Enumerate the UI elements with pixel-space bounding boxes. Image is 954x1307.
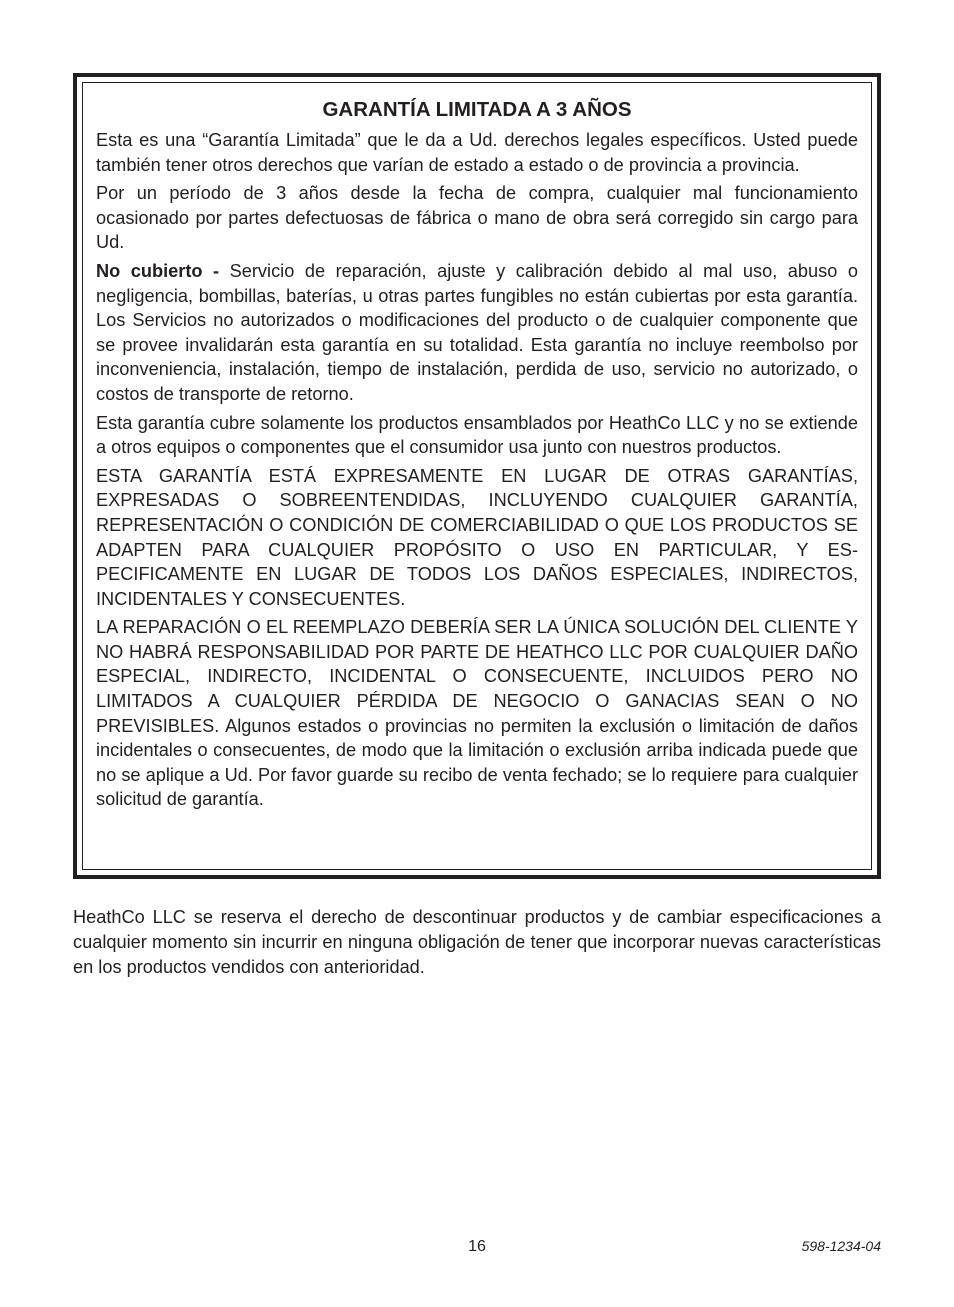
- page-number: 16: [468, 1238, 486, 1255]
- not-covered-label: No cubierto -: [96, 260, 220, 281]
- not-covered-text: Servicio de reparación, ajuste y calibración debido al mal uso, abuso o negligencia, bombillas, baterías, u otras partes fungibles no están cubiertas por esta garantía. Los Servicios no autorizados o modificaciones del producto o de cualquier componente que se provee invalidarán esta garantía en su totalidad. Esta garantía no incluye reembolso por inconveniencia, instalación, tiempo de instalación, perdida de uso, servicio no autorizado, o costos de transporte de retorno.: [96, 260, 858, 404]
- document-code: 598-1234-04: [801, 1238, 881, 1254]
- warranty-title: GARANTÍA LIMITADA A 3 AÑOS: [322, 98, 632, 121]
- coverage-scope-paragraph: Esta garantía cubre solamente los productos ensamblados por HeathCo LLC y no se extiende a otros equipos o componentes que el consumidor usa junto con nuestros productos.: [96, 412, 858, 458]
- remedy-paragraph: LA REPARACIÓN O EL REEMPLAZO DEBERÍA SER LA ÚNICA SOLUCIÓN DEL CLIENTE Y NO HABRÁ RESPONSABILIDAD POR PARTE DE HEATHCO LLC POR CUALQUIER DAÑO ESPECIAL, INDIRECTO, INCIDENTAL O CONSECUENTE, INCLUIDOS PERO NO LIMITADOS A CUALQUIER PÉRDIDA DE NEGOCIO O GANACIAS SEAN O NO PREVISIBLES. Algunos estados o provincias no permiten la exclusión o limitación de daños incidentales o consecuentes, de modo que la limitación o exclusión arriba indicada puede que no se aplique a Ud. Por favor guarde su recibo de venta fechado; se lo requiere para cualquier solicitud de garantía.: [96, 617, 858, 810]
- warranty-inner-frame: [82, 82, 872, 870]
- discontinuation-notice: HeathCo LLC se reserva el derecho de descontinuar productos y de cambiar especificaciones a cualquier momento sin incurrir en ninguna obligación de tener que incorporar nuevas características en los productos vendidos con anterioridad.: [73, 907, 881, 977]
- warranty-period-paragraph: Por un período de 3 años desde la fecha de compra, cualquier mal funcionamiento ocasionado por partes defectuosas de fábrica o mano de obra será corregido sin cargo para Ud.: [96, 183, 858, 253]
- not-covered-paragraph: [96, 259, 858, 407]
- exclusive-warranty-paragraph: ESTA GARANTÍA ESTÁ EXPRESAMENTE EN LUGAR DE OTRAS GARANTÍAS, EXPRESADAS O SOBREENTENDIDAS, INCLUYENDO CUALQUIER GARANTÍA, REPRESENTACIÓN O CONDICIÓN DE COMERCIABILIDAD O QUE LOS PRODUCTOS SE ADAPTEN PARA CUALQUIER PROPÓSITO O USO EN PARTICULAR, Y ESPECIFICAMENTE EN LUGAR DE TODOS LOS DAÑOS ESPECIALES, INDIRECTOS, INCIDENTALES Y CONSECUENTES.: [96, 465, 858, 609]
- warranty-intro-paragraph: Esta es una “Garantía Limitada” que le da a Ud. derechos legales específicos. Usted puede también tener otros derechos que varían de estado a estado o de provincia a provincia.: [96, 130, 858, 175]
- warranty-box: [73, 73, 881, 879]
